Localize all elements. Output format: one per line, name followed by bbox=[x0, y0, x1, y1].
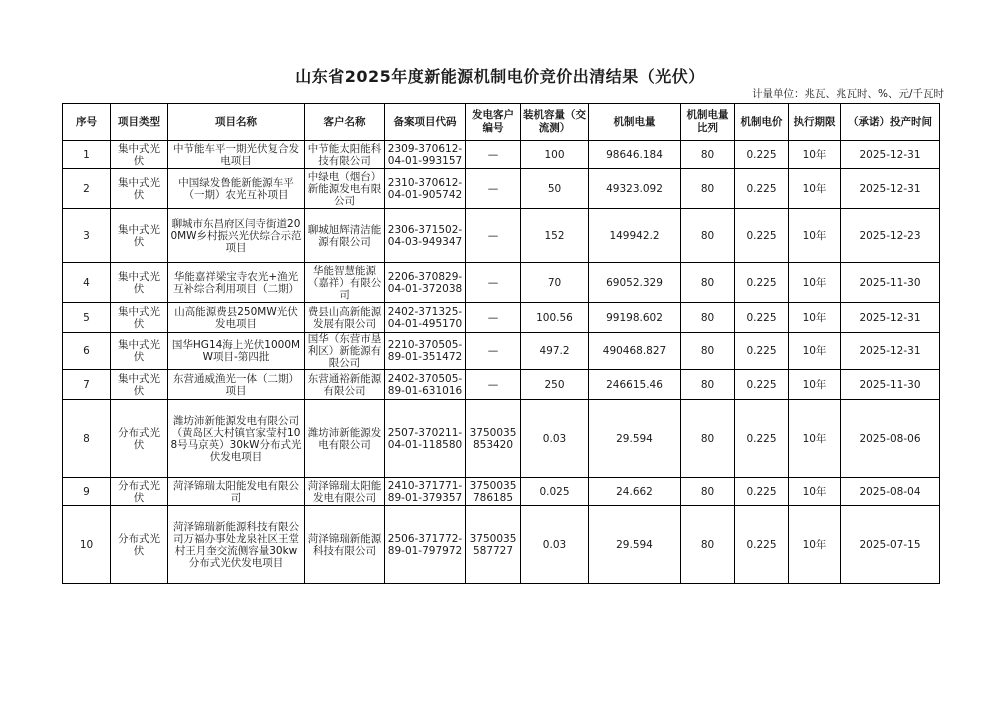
client-name-cell: 菏泽锦瑞新能源科技有限公司 bbox=[305, 506, 385, 584]
capacity-cell: 70 bbox=[521, 263, 589, 303]
commission-date-cell: 2025-07-15 bbox=[841, 506, 940, 584]
header-cell: 机制电量 bbox=[589, 104, 681, 141]
client-name-cell: 东营通裕新能源有限公司 bbox=[305, 370, 385, 400]
header-cell: 执行期限 bbox=[789, 104, 841, 141]
project-type-cell: 集中式光伏 bbox=[111, 263, 168, 303]
table-row bbox=[63, 478, 940, 506]
term-cell: 10年 bbox=[789, 478, 841, 506]
project-type-cell: 分布式光伏 bbox=[111, 400, 168, 478]
customer-number-cell: — bbox=[466, 141, 521, 169]
project-type-cell: 集中式光伏 bbox=[111, 209, 168, 263]
energy-ratio-cell: 80 bbox=[681, 263, 735, 303]
project-type-cell: 集中式光伏 bbox=[111, 141, 168, 169]
capacity-cell: 0.03 bbox=[521, 506, 589, 584]
page-title: 山东省2025年度新能源机制电价竞价出清结果（光伏） bbox=[295, 67, 705, 86]
energy-ratio-cell: 80 bbox=[681, 478, 735, 506]
table-row bbox=[63, 400, 940, 478]
row-number-cell: 8 bbox=[63, 400, 111, 478]
mechanism-energy-cell: 99198.602 bbox=[589, 303, 681, 333]
term-cell: 10年 bbox=[789, 263, 841, 303]
term-cell: 10年 bbox=[789, 303, 841, 333]
mechanism-price-cell: 0.225 bbox=[735, 141, 789, 169]
customer-number-cell: 3750035786185 bbox=[466, 478, 521, 506]
row-number-cell: 2 bbox=[63, 169, 111, 209]
project-name-cell: 山高能源费县250MW光伏发电项目 bbox=[168, 303, 305, 333]
client-name-cell: 费县山高新能源发展有限公司 bbox=[305, 303, 385, 333]
mechanism-price-cell: 0.225 bbox=[735, 169, 789, 209]
project-name-cell: 聊城市东昌府区闫寺街道200MW乡村振兴光伏综合示范项目 bbox=[168, 209, 305, 263]
project-name-cell: 菏泽锦瑞太阳能发电有限公司 bbox=[168, 478, 305, 506]
table-body bbox=[63, 141, 940, 584]
commission-date-cell: 2025-11-30 bbox=[841, 263, 940, 303]
mechanism-price-cell: 0.225 bbox=[735, 478, 789, 506]
client-name-cell: 国华（东营市垦利区）新能源有限公司 bbox=[305, 333, 385, 370]
mechanism-price-cell: 0.225 bbox=[735, 370, 789, 400]
capacity-cell: 100 bbox=[521, 141, 589, 169]
mechanism-price-cell: 0.225 bbox=[735, 506, 789, 584]
mechanism-price-cell: 0.225 bbox=[735, 303, 789, 333]
energy-ratio-cell: 80 bbox=[681, 169, 735, 209]
customer-number-cell: — bbox=[466, 209, 521, 263]
header-cell: 项目类型 bbox=[111, 104, 168, 141]
customer-number-cell: 3750035853420 bbox=[466, 400, 521, 478]
capacity-cell: 100.56 bbox=[521, 303, 589, 333]
mechanism-energy-cell: 98646.184 bbox=[589, 141, 681, 169]
header-cell: 备案项目代码 bbox=[385, 104, 466, 141]
table-row bbox=[63, 209, 940, 263]
customer-number-cell: — bbox=[466, 263, 521, 303]
customer-number-cell: — bbox=[466, 370, 521, 400]
customer-number-cell: 3750035587727 bbox=[466, 506, 521, 584]
energy-ratio-cell: 80 bbox=[681, 400, 735, 478]
mechanism-energy-cell: 49323.092 bbox=[589, 169, 681, 209]
term-cell: 10年 bbox=[789, 400, 841, 478]
energy-ratio-cell: 80 bbox=[681, 303, 735, 333]
project-name-cell: 中国绿发鲁能新能源车平（一期）农光互补项目 bbox=[168, 169, 305, 209]
customer-number-cell: — bbox=[466, 303, 521, 333]
term-cell: 10年 bbox=[789, 169, 841, 209]
capacity-cell: 152 bbox=[521, 209, 589, 263]
term-cell: 10年 bbox=[789, 209, 841, 263]
commission-date-cell: 2025-12-31 bbox=[841, 303, 940, 333]
row-number-cell: 4 bbox=[63, 263, 111, 303]
table-row bbox=[63, 333, 940, 370]
client-name-cell: 聊城旭辉清洁能源有限公司 bbox=[305, 209, 385, 263]
project-type-cell: 集中式光伏 bbox=[111, 303, 168, 333]
row-number-cell: 5 bbox=[63, 303, 111, 333]
filing-code-cell: 2402-370505-89-01-631016 bbox=[385, 370, 466, 400]
energy-ratio-cell: 80 bbox=[681, 370, 735, 400]
table-row bbox=[63, 263, 940, 303]
mechanism-energy-cell: 246615.46 bbox=[589, 370, 681, 400]
filing-code-cell: 2507-370211-04-01-118580 bbox=[385, 400, 466, 478]
mechanism-price-cell: 0.225 bbox=[735, 333, 789, 370]
header-cell: 客户名称 bbox=[305, 104, 385, 141]
commission-date-cell: 2025-12-31 bbox=[841, 141, 940, 169]
client-name-cell: 中绿电（烟台）新能源发电有限公司 bbox=[305, 169, 385, 209]
mechanism-energy-cell: 29.594 bbox=[589, 506, 681, 584]
term-cell: 10年 bbox=[789, 506, 841, 584]
mechanism-energy-cell: 29.594 bbox=[589, 400, 681, 478]
table-row bbox=[63, 370, 940, 400]
header-cell: 发电客户编号 bbox=[466, 104, 521, 141]
capacity-cell: 497.2 bbox=[521, 333, 589, 370]
filing-code-cell: 2410-371771-89-01-379357 bbox=[385, 478, 466, 506]
unit-note: 计量单位：兆瓦、兆瓦时、%、元/千瓦时 bbox=[751, 88, 944, 100]
filing-code-cell: 2210-370505-89-01-351472 bbox=[385, 333, 466, 370]
project-name-cell: 中节能车平一期光伏复合发电项目 bbox=[168, 141, 305, 169]
commission-date-cell: 2025-11-30 bbox=[841, 370, 940, 400]
mechanism-price-cell: 0.225 bbox=[735, 263, 789, 303]
commission-date-cell: 2025-12-31 bbox=[841, 333, 940, 370]
header-cell: 序号 bbox=[63, 104, 111, 141]
term-cell: 10年 bbox=[789, 370, 841, 400]
energy-ratio-cell: 80 bbox=[681, 141, 735, 169]
capacity-cell: 0.025 bbox=[521, 478, 589, 506]
row-number-cell: 7 bbox=[63, 370, 111, 400]
client-name-cell: 菏泽锦瑞太阳能发电有限公司 bbox=[305, 478, 385, 506]
client-name-cell: 中节能太阳能科技有限公司 bbox=[305, 141, 385, 169]
project-type-cell: 分布式光伏 bbox=[111, 506, 168, 584]
filing-code-cell: 2206-370829-04-01-372038 bbox=[385, 263, 466, 303]
table-row bbox=[63, 141, 940, 169]
energy-ratio-cell: 80 bbox=[681, 506, 735, 584]
energy-ratio-cell: 80 bbox=[681, 209, 735, 263]
commission-date-cell: 2025-08-06 bbox=[841, 400, 940, 478]
row-number-cell: 6 bbox=[63, 333, 111, 370]
project-type-cell: 集中式光伏 bbox=[111, 169, 168, 209]
filing-code-cell: 2306-371502-04-03-949347 bbox=[385, 209, 466, 263]
mechanism-energy-cell: 149942.2 bbox=[589, 209, 681, 263]
filing-code-cell: 2310-370612-04-01-905742 bbox=[385, 169, 466, 209]
header-cell: 机制电价 bbox=[735, 104, 789, 141]
project-name-cell: 潍坊沛新能源发电有限公司（黄岛区大村镇官家莹村108号马京英）30kW分布式光伏发电项目 bbox=[168, 400, 305, 478]
mechanism-price-cell: 0.225 bbox=[735, 400, 789, 478]
row-number-cell: 3 bbox=[63, 209, 111, 263]
header-cell: 机制电量比列 bbox=[681, 104, 735, 141]
mechanism-price-cell: 0.225 bbox=[735, 209, 789, 263]
commission-date-cell: 2025-08-04 bbox=[841, 478, 940, 506]
energy-ratio-cell: 80 bbox=[681, 333, 735, 370]
table-row bbox=[63, 506, 940, 584]
mechanism-energy-cell: 24.662 bbox=[589, 478, 681, 506]
commission-date-cell: 2025-12-31 bbox=[841, 169, 940, 209]
capacity-cell: 50 bbox=[521, 169, 589, 209]
clearing-result-table bbox=[62, 103, 940, 584]
header-cell: 装机容量（交流测） bbox=[521, 104, 589, 141]
row-number-cell: 9 bbox=[63, 478, 111, 506]
capacity-cell: 0.03 bbox=[521, 400, 589, 478]
term-cell: 10年 bbox=[789, 141, 841, 169]
table-row bbox=[63, 303, 940, 333]
project-type-cell: 集中式光伏 bbox=[111, 370, 168, 400]
header-cell: （承诺）投产时间 bbox=[841, 104, 940, 141]
client-name-cell: 潍坊沛新能源发电有限公司 bbox=[305, 400, 385, 478]
header-row bbox=[63, 104, 940, 141]
commission-date-cell: 2025-12-23 bbox=[841, 209, 940, 263]
customer-number-cell: — bbox=[466, 333, 521, 370]
project-name-cell: 菏泽锦瑞新能源科技有限公司万福办事处龙泉社区王堂村王月奎交流侧容量30kw分布式光伏发电项目 bbox=[168, 506, 305, 584]
table-row bbox=[63, 169, 940, 209]
mechanism-energy-cell: 69052.329 bbox=[589, 263, 681, 303]
project-name-cell: 华能嘉祥梁宝寺农光+渔光互补综合利用项目（二期） bbox=[168, 263, 305, 303]
row-number-cell: 10 bbox=[63, 506, 111, 584]
capacity-cell: 250 bbox=[521, 370, 589, 400]
header-cell: 项目名称 bbox=[168, 104, 305, 141]
customer-number-cell: — bbox=[466, 169, 521, 209]
row-number-cell: 1 bbox=[63, 141, 111, 169]
project-name-cell: 国华HG14海上光伏1000MW项目-第四批 bbox=[168, 333, 305, 370]
filing-code-cell: 2506-371772-89-01-797972 bbox=[385, 506, 466, 584]
project-type-cell: 分布式光伏 bbox=[111, 478, 168, 506]
client-name-cell: 华能智慧能源（嘉祥）有限公司 bbox=[305, 263, 385, 303]
project-type-cell: 集中式光伏 bbox=[111, 333, 168, 370]
filing-code-cell: 2402-371325-04-01-495170 bbox=[385, 303, 466, 333]
project-name-cell: 东营通威渔光一体（二期）项目 bbox=[168, 370, 305, 400]
filing-code-cell: 2309-370612-04-01-993157 bbox=[385, 141, 466, 169]
mechanism-energy-cell: 490468.827 bbox=[589, 333, 681, 370]
term-cell: 10年 bbox=[789, 333, 841, 370]
